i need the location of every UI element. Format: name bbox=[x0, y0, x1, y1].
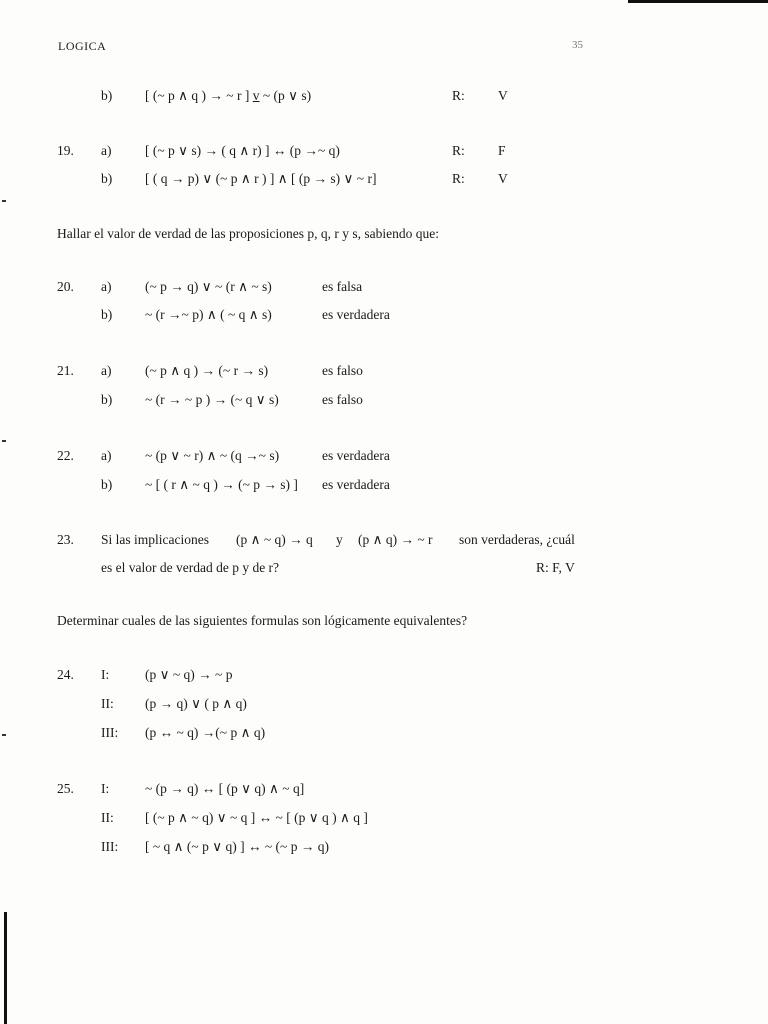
page-header: LOGICA bbox=[58, 39, 107, 53]
answer-label: R: bbox=[452, 171, 465, 186]
item-label: b) bbox=[101, 88, 113, 103]
question-text: son verdaderas, ¿cuál bbox=[459, 532, 575, 547]
item-label: II: bbox=[101, 696, 114, 711]
formula: [ ( q → p) ∨ (~ p ∧ r ) ] ∧ [ (p → s) ∨ ~ r] bbox=[145, 171, 377, 186]
item-label: I: bbox=[101, 781, 110, 796]
formula: (p → q) ∨ ( p ∧ q) bbox=[145, 696, 247, 711]
truth-status: es falso bbox=[322, 363, 363, 378]
item-label: I: bbox=[101, 667, 110, 682]
formula: (~ p ∧ q ) → (~ r → s) bbox=[145, 363, 269, 378]
exercise-number: 19. bbox=[57, 143, 74, 158]
formula: [ ~ q ∧ (~ p ∨ q) ] ↔ ~ (~ p → q) bbox=[145, 839, 329, 854]
answer-value: V bbox=[498, 88, 508, 103]
instruction: Hallar el valor de verdad de las proposiciones p, q, r y s, sabiendo que: bbox=[57, 226, 440, 241]
exercise-number: 24. bbox=[57, 667, 74, 682]
formula: (p ∨ ~ q) → ~ p bbox=[145, 667, 233, 682]
truth-status: es verdadera bbox=[322, 477, 390, 492]
item-label: b) bbox=[101, 307, 113, 322]
formula: (p ↔ ~ q) →(~ p ∧ q) bbox=[145, 725, 266, 740]
truth-status: es falso bbox=[322, 392, 363, 407]
answer-value: F bbox=[498, 143, 506, 158]
item-label: III: bbox=[101, 725, 119, 740]
formula: [ (~ p ∨ s) → ( q ∧ r) ] ↔ (p →~ q) bbox=[145, 143, 340, 158]
formula: ~ (p → q) ↔ [ (p ∨ q) ∧ ~ q] bbox=[145, 781, 305, 796]
answer-label: R: bbox=[452, 143, 465, 158]
answer-label: R: bbox=[452, 88, 465, 103]
scan-mark bbox=[2, 440, 6, 442]
truth-status: es verdadera bbox=[322, 307, 390, 322]
exercise-number: 23. bbox=[57, 532, 74, 547]
item-label: b) bbox=[101, 171, 113, 186]
item-label: a) bbox=[101, 279, 112, 294]
answer-value: V bbox=[498, 171, 508, 186]
item-label: a) bbox=[101, 363, 112, 378]
instruction: Determinar cuales de las siguientes formulas son lógicamente equivalentes? bbox=[57, 613, 468, 628]
exercise-number: 22. bbox=[57, 448, 74, 463]
scan-binding-edge bbox=[4, 912, 7, 1024]
formula: (p ∧ ~ q) → q bbox=[236, 532, 313, 547]
question-text: es el valor de verdad de p y de r? bbox=[101, 560, 280, 575]
item-label: b) bbox=[101, 392, 113, 407]
exercise-number: 20. bbox=[57, 279, 74, 294]
question-text: y bbox=[336, 532, 343, 547]
question-text: Si las implicaciones bbox=[101, 532, 209, 547]
exercise-number: 21. bbox=[57, 363, 74, 378]
truth-status: es falsa bbox=[322, 279, 363, 294]
scan-mark bbox=[2, 734, 6, 736]
truth-status: es verdadera bbox=[322, 448, 390, 463]
exercise-number: 25. bbox=[57, 781, 74, 796]
formula: ~ (r →~ p) ∧ ( ~ q ∧ s) bbox=[145, 307, 272, 322]
item-label: b) bbox=[101, 477, 113, 492]
item-label: a) bbox=[101, 143, 112, 158]
scan-edge-line bbox=[628, 0, 768, 3]
formula: ~ (p ∨ ~ r) ∧ ~ (q →~ s) bbox=[145, 448, 280, 463]
item-label: II: bbox=[101, 810, 114, 825]
formula: ~ [ ( r ∧ ~ q ) → (~ p → s) ] bbox=[145, 477, 298, 492]
formula: [ (~ p ∧ q ) → ~ r ] v ~ (p ∨ s) bbox=[145, 88, 312, 103]
scan-mark bbox=[2, 200, 6, 202]
formula: (p ∧ q) → ~ r bbox=[358, 532, 433, 547]
page-number: 35 bbox=[572, 39, 583, 51]
answer-value: R: F, V bbox=[536, 560, 575, 575]
formula: ~ (r → ~ p ) → (~ q ∨ s) bbox=[145, 392, 279, 407]
formula: [ (~ p ∧ ~ q) ∨ ~ q ] ↔ ~ [ (p ∨ q ) ∧ q ] bbox=[145, 810, 368, 825]
item-label: a) bbox=[101, 448, 112, 463]
item-label: III: bbox=[101, 839, 119, 854]
formula: (~ p → q) ∨ ~ (r ∧ ~ s) bbox=[145, 279, 272, 294]
